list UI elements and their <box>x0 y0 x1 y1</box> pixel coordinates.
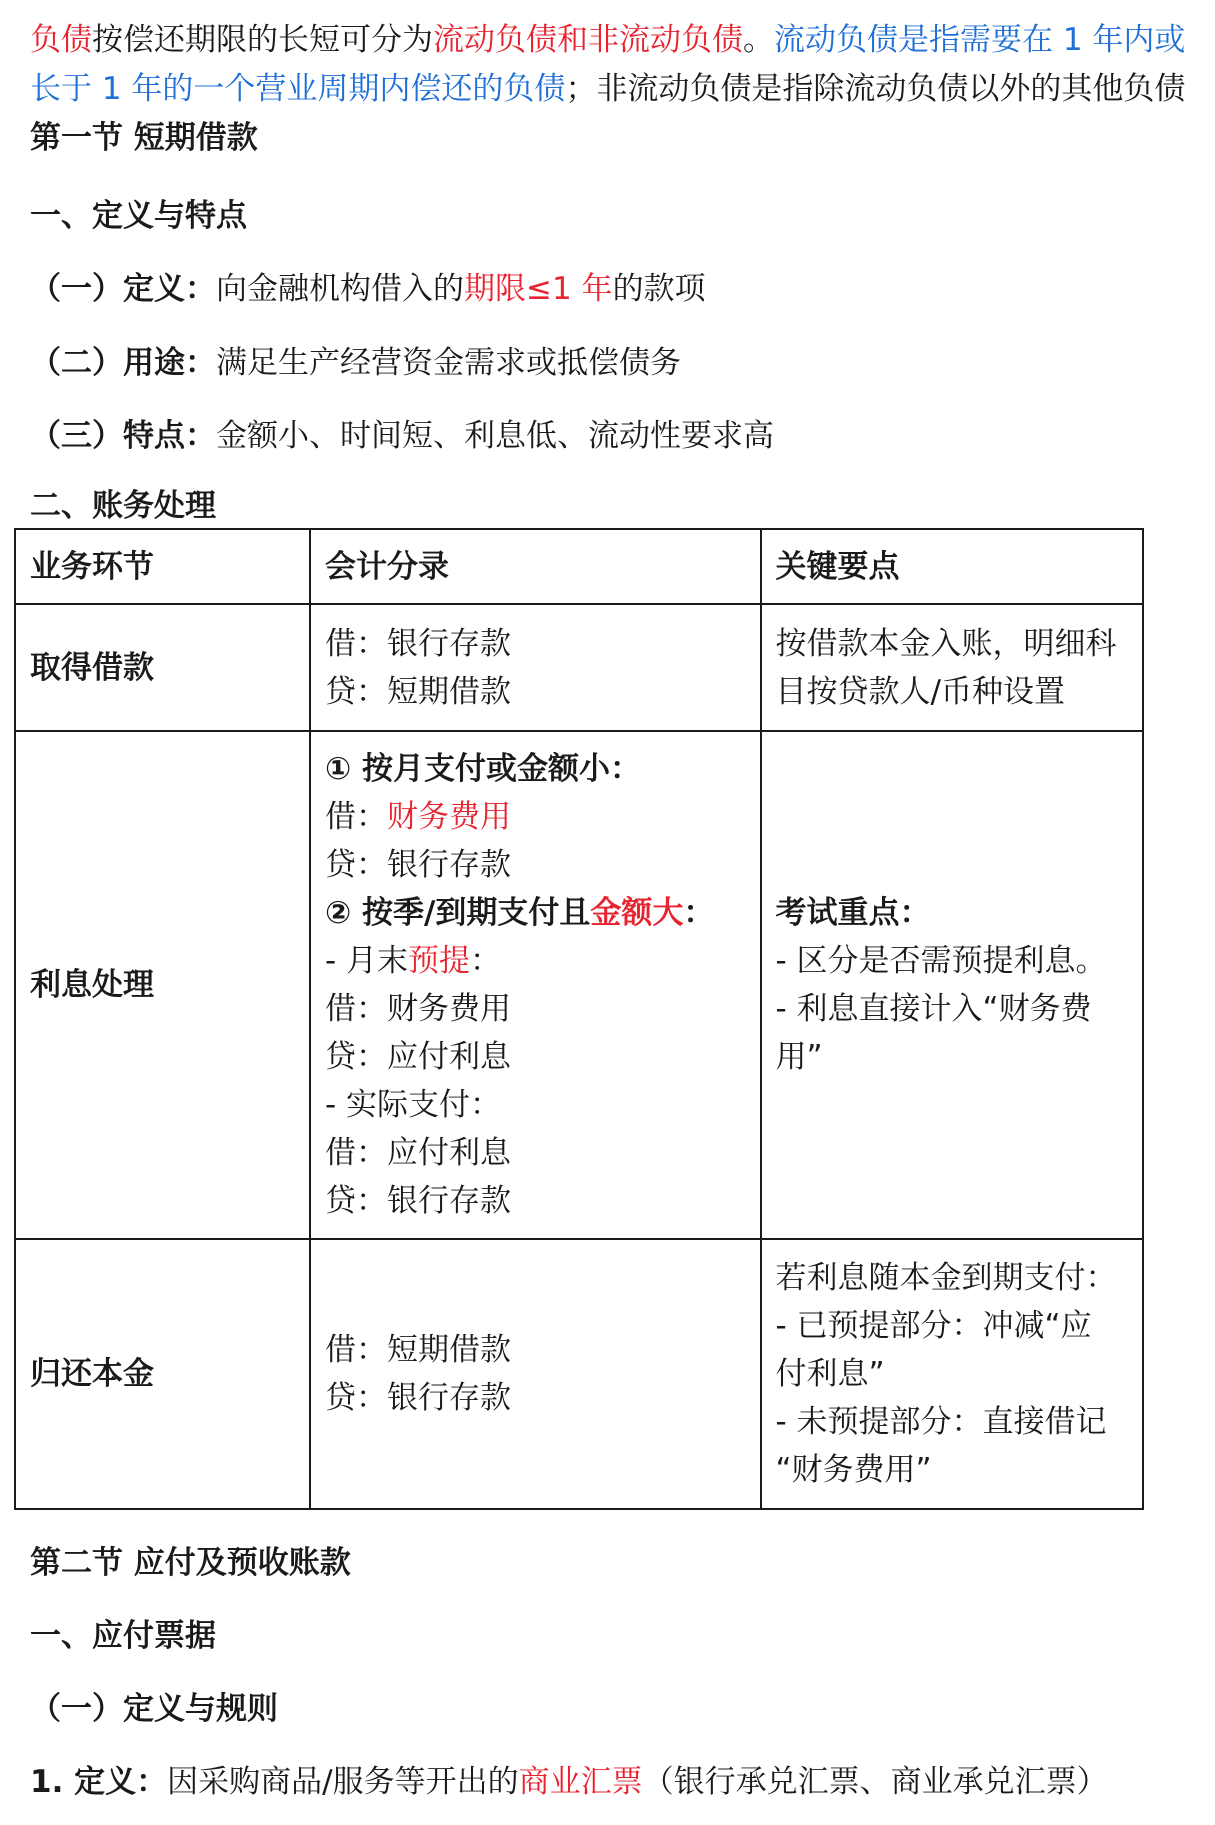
entry-obtain-loan <box>310 604 761 731</box>
point-interest <box>761 731 1144 1239</box>
definition-line <box>30 269 706 309</box>
entry-quarterly-text: ② 按季/到期支付且 <box>324 895 591 931</box>
entry-line: 贷：银行存款 <box>324 1183 511 1219</box>
subheading-definition-rules: （一）定义与规则 <box>30 1691 278 1727</box>
entry-line: 贷：应付利息 <box>324 1039 511 1075</box>
point-line: 目按贷款人/币种设置 <box>775 673 1065 710</box>
current-liability-definition: 流动负债是指需要在 1 年内或长于 1 年的一个营业周期内偿还的负债 <box>30 22 1186 107</box>
entry-line <box>325 889 746 937</box>
point-line: “财务费用” <box>775 1452 932 1488</box>
table-header-row <box>15 529 1143 604</box>
intro-period: 。 <box>743 22 774 58</box>
point-line: - 已预提部分：冲减“应 <box>775 1308 1092 1344</box>
usage-line <box>30 343 681 383</box>
entry-line: ① 按月支付或金额小： <box>324 751 641 787</box>
definition-label: （一）定义： <box>30 271 216 307</box>
table-row <box>15 604 1143 731</box>
entry-line: - 实际支付： <box>324 1087 501 1123</box>
entry-month-end: - 月末 <box>324 943 408 979</box>
section-1-title: 第一节 短期借款 <box>30 120 258 156</box>
entry-line: 贷：银行存款 <box>324 1380 511 1416</box>
definition-term-limit: 期限≤1 年 <box>464 271 613 307</box>
usage-text: 满足生产经营资金需求或抵偿债务 <box>216 345 681 381</box>
entry-line: 借：应付利息 <box>324 1135 511 1171</box>
table-row <box>15 731 1143 1239</box>
entry-debit-label: 借： <box>324 799 387 835</box>
entry-line: 借：银行存款 <box>324 625 511 662</box>
heading-definition-features: 一、定义与特点 <box>30 198 247 234</box>
entry-interest <box>310 731 761 1239</box>
section-2-title: 第二节 应付及预收账款 <box>30 1545 351 1581</box>
usage-label: （二）用途： <box>30 345 216 381</box>
entry-line <box>325 793 746 841</box>
point-line: 按借款本金入账，明细科 <box>775 625 1117 662</box>
stage-repay-principal: 归还本金 <box>15 1239 310 1509</box>
definition-text-c: 的款项 <box>612 271 706 307</box>
definition-text-a: 向金融机构借入的 <box>216 271 464 307</box>
entry-line: 借：财务费用 <box>324 991 511 1027</box>
term-current-noncurrent: 流动负债和非流动负债 <box>433 22 743 58</box>
table-row <box>15 1239 1143 1509</box>
point-line: - 利息直接计入“财务费 <box>775 991 1092 1027</box>
notes-definition-text-c: （银行承兑汇票、商业承兑汇票） <box>642 1764 1108 1800</box>
point-line: 若利息随本金到期支付： <box>775 1260 1117 1296</box>
header-entry: 会计分录 <box>310 529 761 604</box>
term-commercial-draft: 商业汇票 <box>518 1764 643 1800</box>
entry-finance-expense: 财务费用 <box>386 799 511 835</box>
point-repay-principal <box>761 1239 1144 1509</box>
intro-text: 按偿还期限的长短可分为 <box>92 22 433 58</box>
point-line: - 区分是否需预提利息。 <box>775 943 1107 979</box>
features-line <box>30 416 774 456</box>
point-line: - 未预提部分：直接借记 <box>775 1404 1107 1440</box>
entry-colon: ： <box>470 943 501 979</box>
point-obtain-loan <box>761 604 1144 731</box>
entry-repay-principal <box>310 1239 761 1509</box>
point-line: 考试重点： <box>775 895 931 931</box>
notes-definition-text-a: 因采购商品/服务等开出的 <box>167 1764 519 1800</box>
entry-line <box>325 937 746 985</box>
header-point: 关键要点 <box>761 529 1144 604</box>
term-liability: 负债 <box>30 22 92 58</box>
entry-colon: ： <box>683 895 715 931</box>
point-line: 用” <box>775 1039 823 1075</box>
entry-line: 贷：银行存款 <box>324 847 511 883</box>
accounting-table <box>14 528 1144 1510</box>
header-stage: 业务环节 <box>15 529 310 604</box>
notes-definition-label: 1. 定义： <box>30 1764 168 1800</box>
entry-line: 贷：短期借款 <box>324 673 511 710</box>
stage-obtain-loan: 取得借款 <box>15 604 310 731</box>
noncurrent-definition: ；非流动负债是指除流动负债以外的其他负债 <box>565 71 1186 107</box>
heading-notes-payable: 一、应付票据 <box>30 1618 216 1654</box>
features-text: 金额小、时间短、利息低、流动性要求高 <box>216 418 774 454</box>
heading-accounting: 二、账务处理 <box>30 488 216 524</box>
entry-large-amount: 金额大 <box>590 895 684 931</box>
entry-accrual: 预提 <box>408 943 470 979</box>
point-line: 付利息” <box>775 1356 885 1392</box>
entry-line: 借：短期借款 <box>324 1332 511 1368</box>
notes-definition-line <box>30 1762 1108 1802</box>
features-label: （三）特点： <box>30 418 216 454</box>
stage-interest: 利息处理 <box>15 731 310 1239</box>
intro-paragraph <box>30 16 1200 163</box>
